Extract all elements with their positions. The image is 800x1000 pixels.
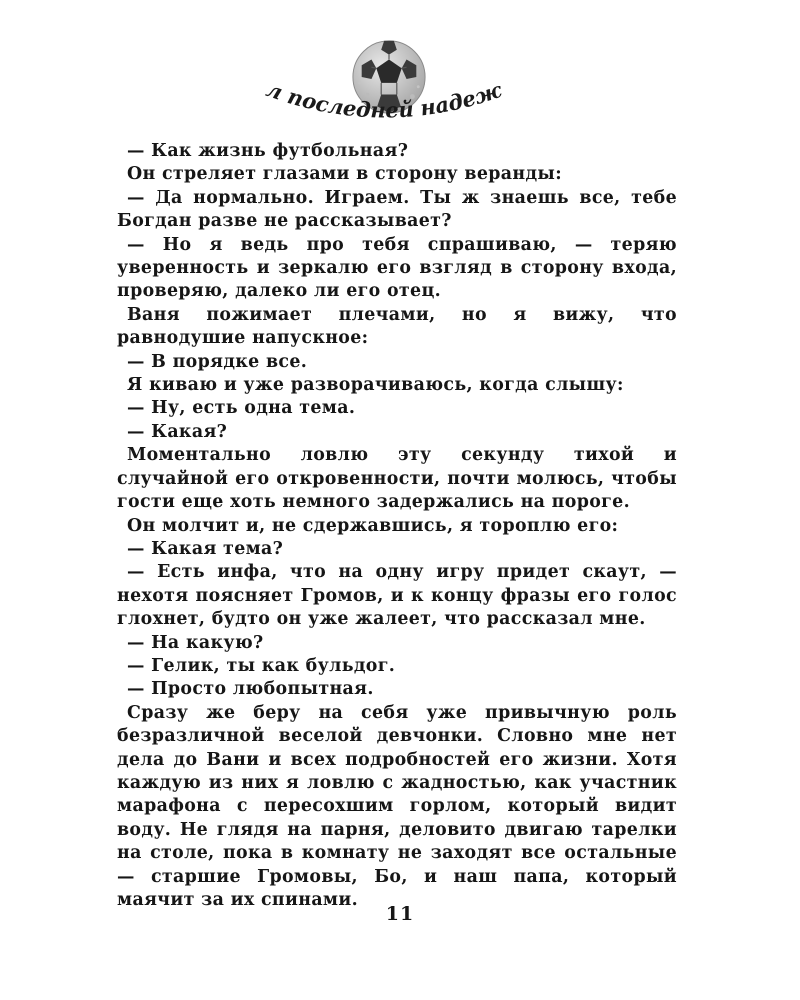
paragraph: Ваня пожимает плечами, но я вижу, что равнодушие напускное: bbox=[117, 304, 677, 349]
paragraph: — Есть инфа, что на одну игру придет скаут, — нехотя поясняет Громов, и к концу фразы его голос глохнет, будто он уже жалеет, что рассказал мне. bbox=[117, 562, 677, 630]
paragraph: — Ну, есть одна тема. bbox=[127, 398, 356, 419]
paragraph: — Какая тема? bbox=[127, 538, 284, 559]
paragraph: — Да нормально. Играем. Ты ж знаешь все, тебе Богдан разве не рассказывает? bbox=[117, 187, 677, 232]
page-body bbox=[117, 140, 677, 912]
paragraph: — В порядке все. bbox=[127, 351, 308, 372]
paragraph: — Гелик, ты как бульдог. bbox=[127, 655, 396, 676]
page-number: 11 bbox=[385, 903, 415, 925]
paragraph: — Но я ведь про тебя спрашиваю, — теряю уверенность и зеркалю его взгляд в сторону входа, проверяю, далеко ли его отец. bbox=[117, 234, 677, 302]
paragraph: — Как жизнь футбольная? bbox=[127, 141, 409, 161]
paragraph: Он стреляет глазами в сторону веранды: bbox=[127, 164, 562, 185]
paragraph: — Какая? bbox=[127, 421, 228, 442]
paragraph: Моментально ловлю эту секунду тихой и случайной его откровенности, почти молюсь, чтобы гости еще хоть немного задержались на пороге. bbox=[117, 445, 677, 513]
paragraph: Он молчит и, не сдержавшись, я тороплю его: bbox=[127, 515, 619, 536]
running-title bbox=[244, 50, 515, 130]
paragraph: — На какую? bbox=[127, 632, 264, 653]
running-title-text: Фол последней надежды bbox=[244, 50, 505, 123]
page-header bbox=[0, 0, 800, 130]
paragraph: — Просто любопытная. bbox=[127, 679, 374, 700]
paragraph: Я киваю и уже разворачиваюсь, когда слышу: bbox=[127, 375, 624, 396]
paragraph: Сразу же беру на себя уже привычную роль безразличной веселой девчонки. Словно мне нет дела до Вани и всех подробностей его жизни. Хотя каждую из них я ловлю с жадностью, как участник марафона с пересохшим горлом, который видит воду. Не глядя на парня, деловито двигаю тарелки на столе, пока в комнату не заходят все остальные — старшие Громовы, Бо, и наш папа, который маячит за их спинами. bbox=[117, 702, 677, 910]
